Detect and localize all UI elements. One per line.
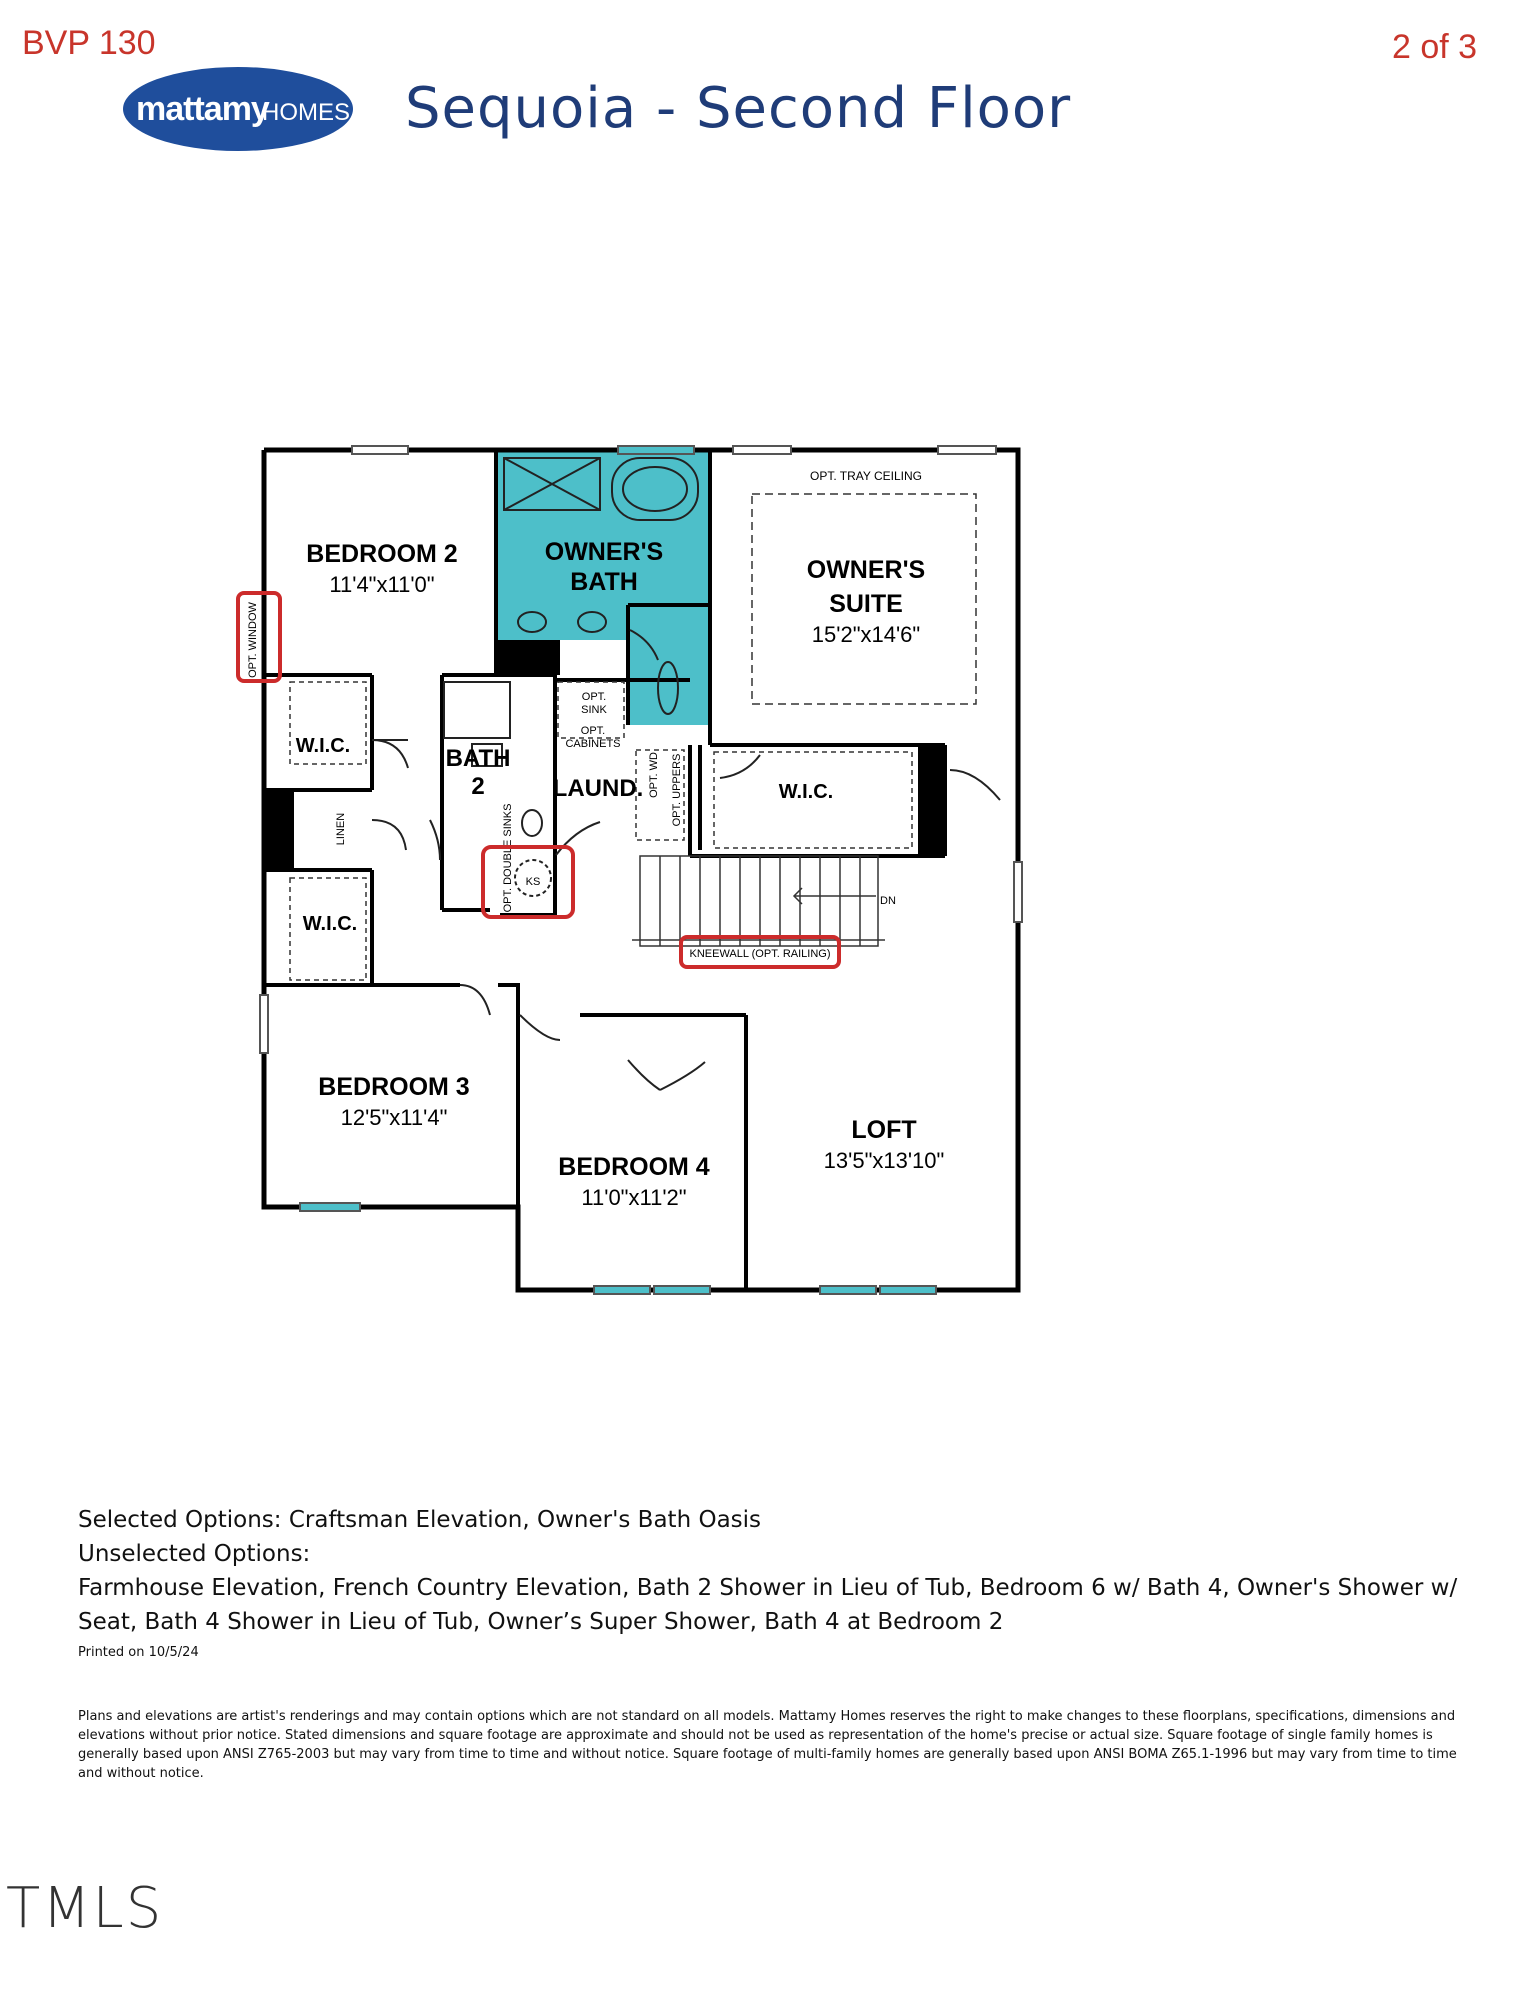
opt-wd-note: OPT. WD [648, 752, 660, 798]
wic-bed2-name: W.I.C. [295, 735, 351, 757]
opt-window-note: OPT. WINDOW [247, 602, 259, 678]
opt-cabinets-1: OPT. [580, 725, 606, 737]
chase-wall-2 [918, 745, 945, 856]
bath2-name-2: 2 [471, 773, 485, 800]
selected-options: Selected Options: Craftsman Elevation, Owner's Bath Oasis [78, 1507, 762, 1533]
owners-bath-name-1: OWNER'S [544, 538, 664, 566]
kneewall-note: KNEEWALL (OPT. RAILING) [689, 948, 831, 960]
owners-shower-fill [628, 605, 708, 725]
logo-word-1: mattamy [136, 90, 269, 128]
wic-bed3-name: W.I.C. [302, 913, 358, 935]
opt-sink-2: SINK [581, 704, 607, 716]
opt-sink-1: OPT. [581, 691, 607, 703]
laundry-name: LAUND. [552, 775, 644, 802]
stairs-dn: DN [880, 895, 896, 907]
wic-owner-name: W.I.C. [778, 781, 834, 803]
disclaimer: Plans and elevations are artist's renderings and may contain options which are not standard on all models. Mattamy Homes reserves the right to make changes to these floorplans, specifications, dimensions and elevations without prior notice. Stated dimensions and square footage are approximate and should not be used as representation of the home's precise or actual size. Square footage of single family homes is generally based upon ANSI Z765-2003 but may vary from time to time and without notice. Square footage of multi-family homes are generally based upon ANSI BOMA Z65.1-1996 but may vary from time to time and without notice. [78, 1709, 1457, 1781]
tmls-watermark: TMLS [6, 1876, 164, 1941]
bedroom4-name: BEDROOM 4 [558, 1153, 710, 1181]
ks-label: KS [525, 876, 541, 888]
loft-name: LOFT [851, 1116, 917, 1144]
opt-uppers-note: OPT. UPPERS [671, 753, 683, 827]
wall-block [498, 640, 560, 675]
loft-dims: 13'5"x13'10" [823, 1148, 945, 1173]
owners-bath-name-2: BATH [570, 568, 638, 596]
listing-code: BVP 130 [22, 24, 156, 62]
logo-word-2: HOMES [262, 99, 351, 126]
chase-wall [264, 790, 294, 870]
linen-note: LINEN [335, 812, 347, 846]
owners-suite-dims: 15'2"x14'6" [811, 622, 921, 647]
plan-title: Sequoia - Second Floor [405, 76, 1072, 141]
bedroom3-name: BEDROOM 3 [318, 1073, 470, 1101]
unselected-options-line1: Farmhouse Elevation, French Country Elevation, Bath 2 Shower in Lieu of Tub, Bedroom 6 w/ Bath 4, Owner's Shower w/ [78, 1575, 1458, 1601]
tray-ceiling-note: OPT. TRAY CEILING [809, 469, 923, 483]
unselected-options-label: Unselected Options: [78, 1541, 311, 1567]
printed-date: Printed on 10/5/24 [78, 1645, 199, 1660]
stairs [632, 856, 885, 946]
bath2-name-1: BATH [445, 745, 511, 772]
page-indicator: 2 of 3 [1392, 28, 1478, 66]
opt-cabinets-2: CABINETS [565, 738, 621, 750]
owners-suite-name-2: SUITE [829, 590, 903, 618]
owners-suite-name-1: OWNER'S [806, 556, 926, 584]
unselected-options-line2: Seat, Bath 4 Shower in Lieu of Tub, Owner’s Super Shower, Bath 4 at Bedroom 2 [78, 1609, 1004, 1635]
bedroom2-dims: 11'4"x11'0" [329, 572, 435, 597]
bedroom3-dims: 12'5"x11'4" [340, 1105, 448, 1130]
bedroom4-dims: 11'0"x11'2" [581, 1185, 687, 1210]
opt-double-sinks-note: OPT. DOUBLE SINKS [502, 803, 514, 913]
bedroom2-name: BEDROOM 2 [306, 540, 458, 568]
